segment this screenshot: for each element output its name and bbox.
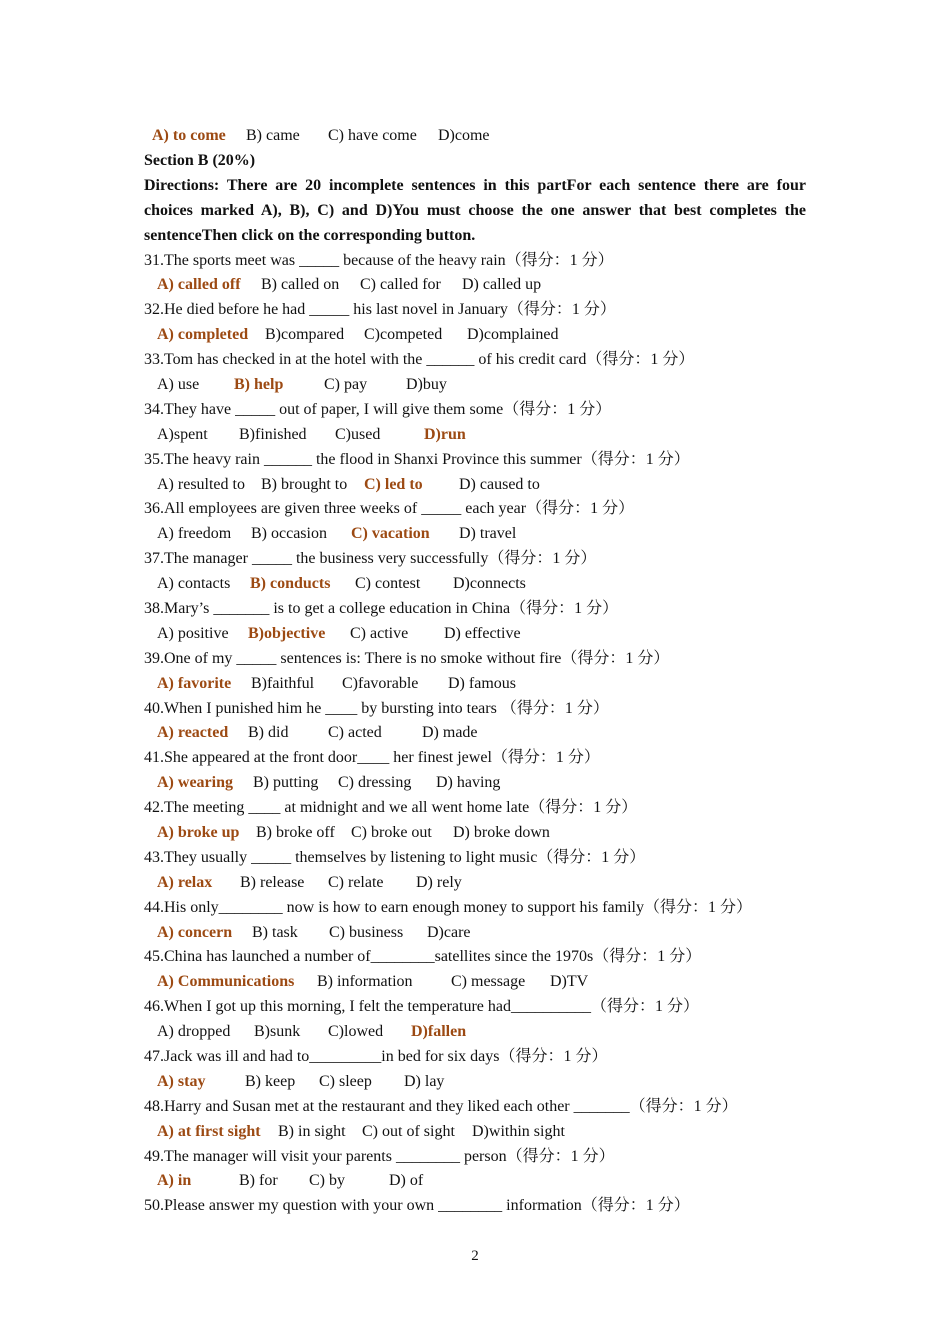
option[interactable]: B) information	[317, 973, 413, 991]
option[interactable]: B) putting	[253, 774, 319, 792]
question-options	[144, 522, 806, 547]
option[interactable]: B)compared	[265, 326, 345, 344]
option[interactable]: D) of	[389, 1172, 424, 1190]
question-text: 34.They have _____ out of paper, I will give them some（得分：1 分）	[144, 400, 612, 418]
option[interactable]: C)favorable	[342, 674, 419, 692]
correct-option[interactable]: B)objective	[248, 624, 326, 642]
question-text: 38.Mary’s _______ is to get a college education in China（得分：1 分）	[144, 599, 619, 617]
option[interactable]: A)spent	[157, 425, 208, 443]
page-number: 2	[471, 1248, 479, 1264]
question-options	[144, 323, 806, 348]
question-text: 33.Tom has checked in at the hotel with the ______ of his credit card（得分：1 分）	[144, 351, 695, 369]
option[interactable]: B) did	[248, 724, 289, 742]
option[interactable]: A) contacts	[157, 575, 231, 593]
question-options	[144, 423, 806, 448]
question-options	[144, 771, 806, 796]
document-body	[144, 124, 806, 1219]
correct-option[interactable]: B) help	[234, 375, 284, 393]
question-options	[144, 871, 806, 896]
question-text: 35.The heavy rain ______ the flood in Shanxi Province this summer（得分：1 分）	[144, 450, 690, 468]
question-options	[144, 622, 806, 647]
correct-option[interactable]: A) Communications	[157, 973, 295, 991]
option[interactable]: B)finished	[239, 425, 307, 443]
option[interactable]: D) rely	[416, 873, 462, 891]
option[interactable]: B) task	[252, 923, 298, 941]
option[interactable]: A) resulted to	[157, 475, 245, 493]
option[interactable]: D)complained	[467, 326, 559, 344]
option[interactable]: B) called on	[261, 276, 340, 294]
question-text: 46.When I got up this morning, I felt the temperature had__________（得分：1 分）	[144, 998, 700, 1016]
option[interactable]: C) sleep	[319, 1072, 372, 1090]
question-text: 50.Please answer my question with your own ________ information（得分：1 分）	[144, 1197, 690, 1215]
option[interactable]: C) broke out	[351, 823, 432, 841]
option[interactable]: B) in sight	[278, 1122, 346, 1140]
question-list	[144, 249, 806, 1195]
question-options	[144, 970, 806, 995]
question-text: 48.Harry and Susan met at the restaurant and they liked each other _______（得分：1 分）	[144, 1097, 738, 1115]
correct-option[interactable]: A) to come	[152, 127, 226, 144]
option[interactable]: D) made	[422, 724, 478, 742]
option[interactable]: C) dressing	[338, 774, 412, 792]
question-text: 31.The sports meet was _____ because of the heavy rain（得分：1 分）	[144, 251, 614, 269]
correct-option[interactable]: D)run	[424, 425, 466, 443]
option[interactable]: B) release	[240, 873, 305, 891]
correct-option[interactable]: A) broke up	[157, 823, 240, 841]
option[interactable]: B) broke off	[256, 823, 335, 841]
correct-option[interactable]: A) favorite	[157, 674, 232, 692]
question-options	[144, 373, 806, 398]
directions: Directions: There are 20 incomplete sentences in this partFor each sentence there are four choices marked A), B), C) and D)You must choose the one answer that best completes the sentenceThen click on the corresponding button.	[144, 176, 806, 244]
correct-option[interactable]: A) relax	[157, 873, 213, 891]
question-options	[144, 672, 806, 697]
option[interactable]: B) came	[246, 127, 300, 144]
option[interactable]: B) occasion	[251, 525, 327, 543]
question-text: 40.When I punished him he ____ by bursting into tears （得分：1 分）	[144, 699, 609, 717]
option[interactable]: C)competed	[364, 326, 443, 344]
option[interactable]: A) freedom	[157, 525, 232, 543]
option[interactable]: D)within sight	[472, 1122, 565, 1140]
option[interactable]: D) having	[436, 774, 501, 792]
question-options	[144, 1169, 806, 1194]
option[interactable]: B)faithful	[251, 674, 315, 692]
option[interactable]: C) pay	[324, 375, 368, 393]
option[interactable]: D)connects	[453, 575, 526, 593]
question-options	[144, 821, 806, 846]
option[interactable]: B) brought to	[261, 475, 348, 493]
question-options	[144, 572, 806, 597]
option[interactable]: D) lay	[404, 1072, 445, 1090]
question-options	[144, 921, 806, 946]
correct-option[interactable]: A) called off	[157, 276, 241, 294]
option[interactable]: C) out of sight	[362, 1122, 455, 1140]
question-options	[144, 1120, 806, 1145]
correct-option[interactable]: A) in	[157, 1172, 192, 1190]
option[interactable]: D) caused to	[459, 475, 540, 493]
option[interactable]: D)TV	[550, 973, 589, 991]
option[interactable]: C) contest	[355, 575, 421, 593]
option[interactable]: B)sunk	[254, 1023, 301, 1041]
question-text: 37.The manager _____ the business very successfully（得分：1 分）	[144, 550, 597, 568]
option[interactable]: C) acted	[328, 724, 382, 742]
correct-option[interactable]: A) concern	[157, 923, 233, 941]
option[interactable]: B) for	[239, 1172, 278, 1190]
option[interactable]: C) business	[329, 923, 404, 941]
option[interactable]: C)lowed	[328, 1023, 384, 1041]
option[interactable]: C) called for	[360, 276, 441, 294]
correct-option[interactable]: A) completed	[157, 326, 249, 344]
question-text: 45.China has launched a number of________satellites since the 1970s（得分：1 分）	[144, 948, 702, 966]
question-options	[144, 1020, 806, 1045]
question-options	[144, 1070, 806, 1095]
option[interactable]: D)buy	[406, 375, 447, 393]
question-options	[144, 273, 806, 298]
option[interactable]: A) use	[157, 375, 200, 393]
correct-option[interactable]: A) reacted	[157, 724, 229, 742]
question-text: 32.He died before he had _____ his last novel in January（得分：1 分）	[144, 301, 616, 319]
question-options	[144, 473, 806, 498]
correct-option[interactable]: D)fallen	[411, 1023, 467, 1041]
option[interactable]: C) relate	[328, 873, 384, 891]
option[interactable]: B) keep	[245, 1072, 296, 1090]
option[interactable]: C) by	[309, 1172, 345, 1190]
question-text: 36.All employees are given three weeks of _____ each year（得分：1 分）	[144, 500, 635, 518]
option[interactable]: A) positive	[157, 624, 229, 642]
question-options	[144, 124, 806, 149]
option[interactable]: C) have come	[328, 127, 417, 144]
option[interactable]: D) famous	[448, 674, 516, 692]
question-text: 49.The manager will visit your parents ________ person（得分：1 分）	[144, 1147, 615, 1165]
option[interactable]: C)used	[335, 425, 381, 443]
correct-option[interactable]: A) at first sight	[157, 1122, 261, 1140]
option[interactable]: D) called up	[462, 276, 542, 294]
correct-option[interactable]: A) wearing	[157, 774, 233, 792]
option[interactable]: D)come	[438, 127, 490, 144]
question-text: 47.Jack was ill and had to_________in bed for six days（得分：1 分）	[144, 1048, 608, 1065]
option[interactable]: A) dropped	[157, 1023, 231, 1041]
option[interactable]: D) effective	[444, 624, 521, 642]
section-title: Section B (20%)	[144, 151, 256, 169]
question-text: 41.She appeared at the front door____ her finest jewel（得分：1 分）	[144, 749, 600, 767]
correct-option[interactable]: A) stay	[157, 1072, 206, 1090]
question-text: 44.His only________ now is how to earn enough money to support his family（得分：1 分）	[144, 898, 752, 916]
correct-option[interactable]: B) conducts	[250, 575, 331, 593]
option[interactable]: D)care	[427, 923, 471, 941]
question-text: 39.One of my _____ sentences is: There is no smoke without fire（得分：1 分）	[144, 649, 670, 667]
question-text: 42.The meeting ____ at midnight and we all went home late（得分：1 分）	[144, 799, 638, 817]
correct-option[interactable]: C) led to	[364, 475, 423, 493]
question-options	[144, 721, 806, 746]
option[interactable]: C) active	[350, 624, 409, 642]
option[interactable]: D) travel	[459, 525, 517, 543]
correct-option[interactable]: C) vacation	[351, 525, 430, 543]
option[interactable]: C) message	[451, 973, 526, 991]
question-text: 43.They usually _____ themselves by listening to light music（得分：1 分）	[144, 848, 646, 866]
option[interactable]: D) broke down	[453, 823, 550, 841]
